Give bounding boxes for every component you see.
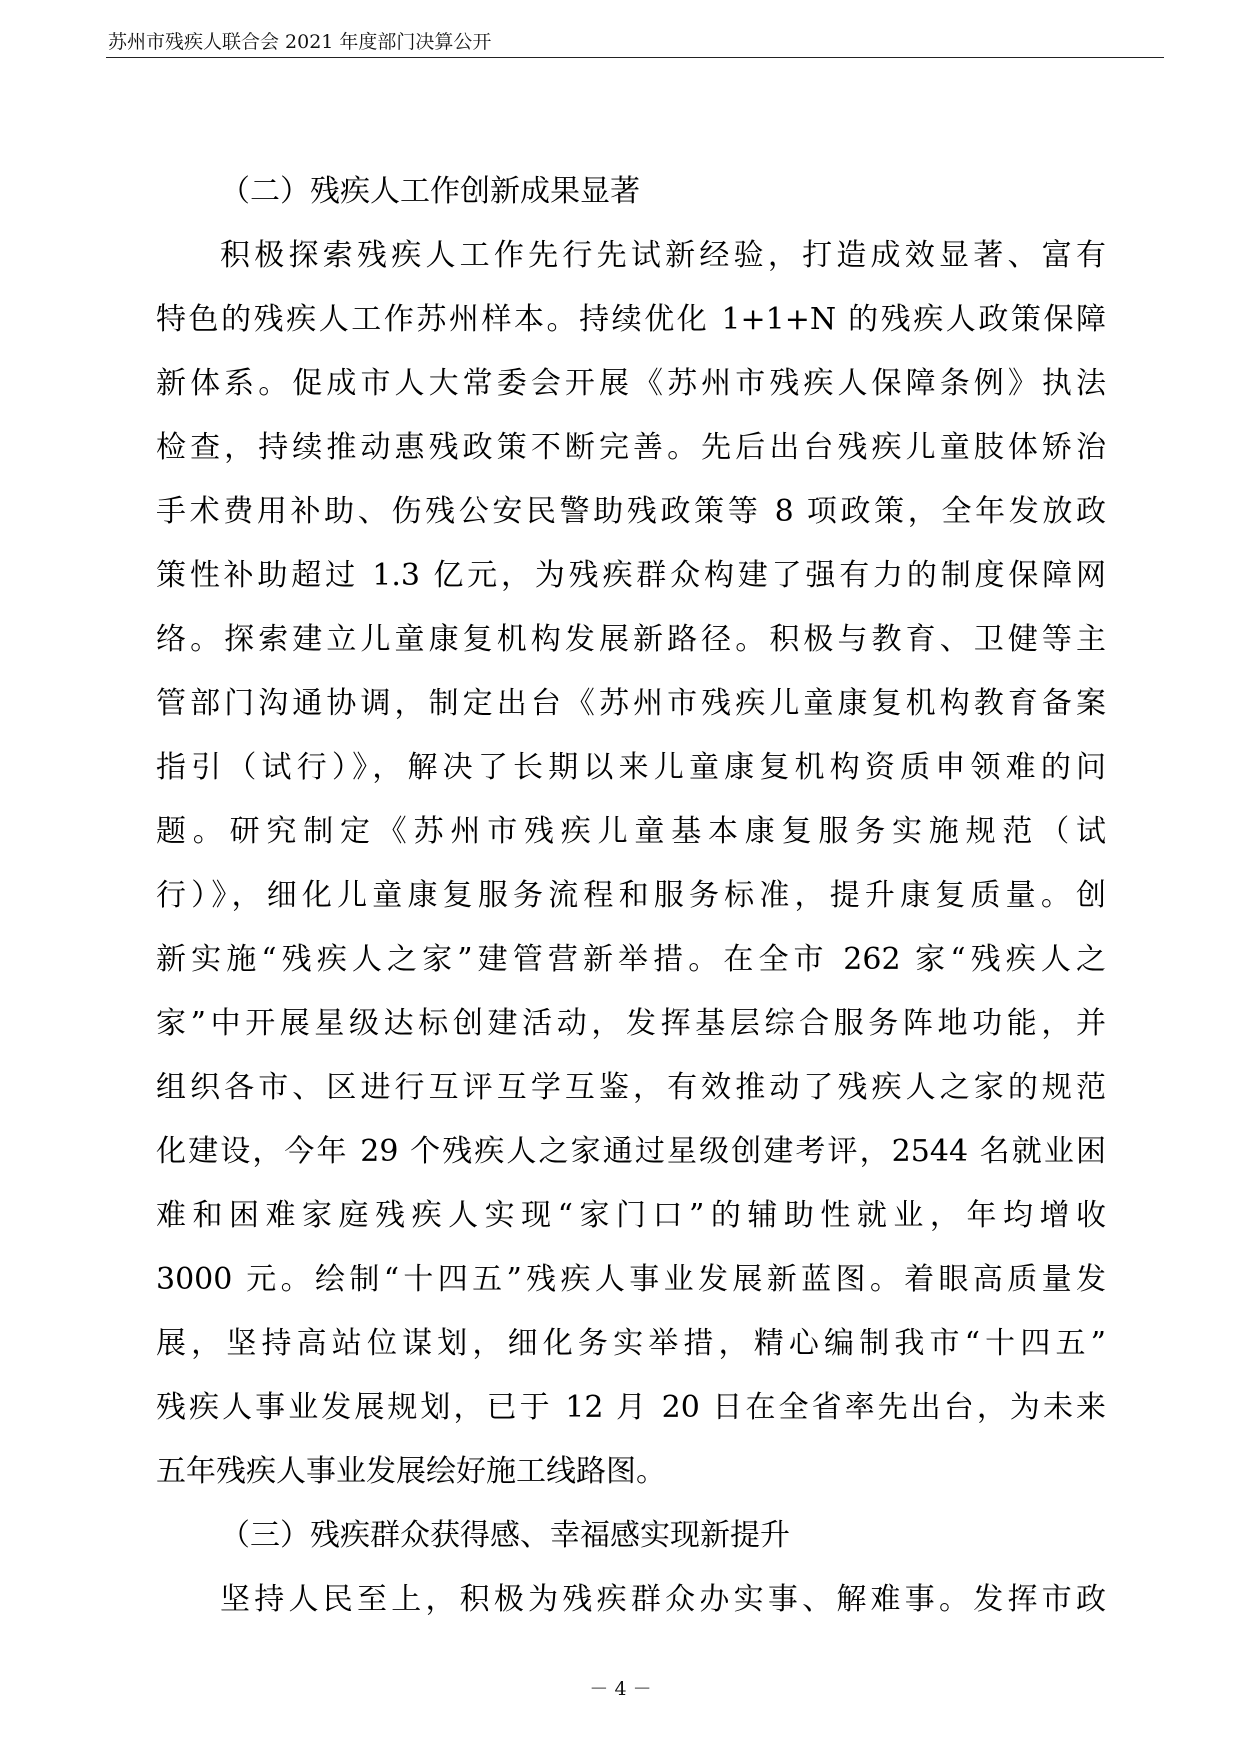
paragraph-line: 手术费用补助、伤残公安民警助残政策等 8 项政策，全年发放政 (156, 494, 1106, 529)
paragraph-line: 新实施“残疾人之家”建管营新举措。在全市 262 家“残疾人之 (156, 942, 1106, 977)
section-heading-3: （三）残疾群众获得感、幸福感实现新提升 (220, 1518, 790, 1553)
paragraph-line: 展，坚持高站位谋划，细化务实举措，精心编制我市“十四五” (156, 1326, 1106, 1361)
paragraph-line: 五年残疾人事业发展绘好施工线路图。 (156, 1454, 666, 1489)
paragraph-line: 管部门沟通协调，制定出台《苏州市残疾儿童康复机构教育备案 (156, 686, 1106, 721)
document-body (156, 160, 1106, 1632)
paragraph-line: 特色的残疾人工作苏州样本。持续优化 1+1+N 的残疾人政策保障 (156, 302, 1106, 337)
paragraph-line: 检查，持续推动惠残政策不断完善。先后出台残疾儿童肢体矫治 (156, 430, 1106, 465)
header-rule (106, 57, 1164, 58)
paragraph-line: 新体系。促成市人大常委会开展《苏州市残疾人保障条例》执法 (156, 366, 1106, 401)
paragraph-line: 坚持人民至上，积极为残疾群众办实事、解难事。发挥市政 (220, 1582, 1106, 1617)
paragraph-line: 难和困难家庭残疾人实现“家门口”的辅助性就业，年均增收 (156, 1198, 1106, 1233)
paragraph-line: 积极探索残疾人工作先行先试新经验，打造成效显著、富有 (220, 238, 1106, 273)
paragraph-line: 化建设，今年 29 个残疾人之家通过星级创建考评，2544 名就业困 (156, 1134, 1106, 1169)
paragraph-line: 组织各市、区进行互评互学互鉴，有效推动了残疾人之家的规范 (156, 1070, 1106, 1105)
paragraph-line: 3000 元。绘制“十四五”残疾人事业发展新蓝图。着眼高质量发 (156, 1262, 1106, 1297)
page-number: － 4 － (589, 1678, 652, 1700)
paragraph-line: 残疾人事业发展规划，已于 12 月 20 日在全省率先出台，为未来 (156, 1390, 1106, 1425)
paragraph-line: 家”中开展星级达标创建活动，发挥基层综合服务阵地功能，并 (156, 1006, 1106, 1041)
paragraph-line: 行）》，细化儿童康复服务流程和服务标准，提升康复质量。创 (156, 878, 1106, 913)
paragraph-line: 指引（试行）》，解决了长期以来儿童康复机构资质申领难的问 (156, 750, 1106, 785)
paragraph-line: 题。研究制定《苏州市残疾儿童基本康复服务实施规范（试 (156, 814, 1106, 849)
paragraph-line: 络。探索建立儿童康复机构发展新路径。积极与教育、卫健等主 (156, 622, 1106, 657)
running-header: 苏州市残疾人联合会 2021 年度部门决算公开 (108, 31, 492, 53)
paragraph-line: 策性补助超过 1.3 亿元，为残疾群众构建了强有力的制度保障网 (156, 558, 1106, 593)
section-heading-2: （二）残疾人工作创新成果显著 (220, 174, 640, 209)
